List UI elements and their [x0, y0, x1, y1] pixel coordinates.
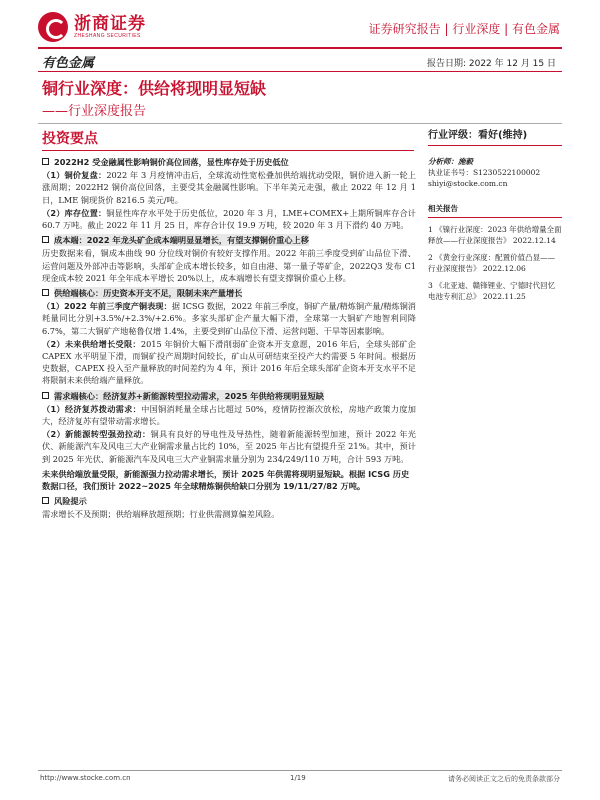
- paragraph-lead: （2）库存位置：: [42, 207, 107, 218]
- section-divider: [42, 150, 414, 151]
- bullet-lead: 需求端核心：: [54, 390, 104, 401]
- body-paragraph: [42, 169, 416, 206]
- checkbox-bullet-icon: [42, 392, 49, 399]
- bullet-heading-text: 2022 年龙头矿企成本端明显显增长，有望支撑铜价重心上移: [86, 235, 309, 246]
- bullet-heading-text: 2022H2 受金融属性影响铜价高位回落，显性库存处于历史低位: [54, 157, 289, 167]
- title-divider: [38, 71, 562, 72]
- analyst-name: 分析师：施毅: [428, 157, 473, 166]
- bullet-heading: [42, 234, 416, 246]
- report-subtitle: ——行业深度报告: [42, 104, 147, 119]
- bullet-heading: [42, 156, 416, 168]
- bullet-heading: [42, 495, 416, 507]
- license-number: 执业证书号：S1230522100002: [428, 168, 541, 177]
- section-heading: 投资要点: [42, 131, 98, 147]
- report-title: 铜行业深度：供给将现明显短缺: [42, 79, 267, 98]
- related-reports-list: [428, 224, 562, 302]
- related-report-item[interactable]: 1 《镍行业深度：2023 年供给增量全面释放——行业深度报告》 2022.12.14: [428, 225, 562, 245]
- paragraph-lead: （1）铜价复盘：: [42, 170, 107, 181]
- paragraph-text: 2022 年 3 月疫情冲击后，全球流动性宽松叠加供给端扰动受限，铜价进入新一轮上涨周期；2022H2 铜价高位回落，主要受其金融属性影响。下半年美元走强，截止 2022 年 12 月 1 日，LME 铜现货价 8216.5 美元/吨。: [42, 170, 417, 205]
- checkbox-bullet-icon: [42, 497, 49, 504]
- industry-rating: 行业评级：看好(维持): [428, 130, 562, 146]
- logo-english-name: ZHESHANG SECURITIES: [74, 33, 141, 39]
- conclusion-paragraph: 未来供给端放量受限，新能源强力拉动需求增长，预计 2025 年供需将现明显短缺。根据 ICSG 历史数据口径，我们预计 2022~2025 年全球精炼铜供给缺口分别为 19/11/27/82 万吨。: [42, 468, 410, 492]
- header-divider: [38, 47, 562, 49]
- bullet-lead: 供给端核心：: [54, 288, 104, 299]
- page-number: 1/19: [290, 774, 306, 782]
- paragraph-lead: （2）新能源转型强劲拉动：: [42, 429, 151, 440]
- bullet-heading: [42, 390, 416, 402]
- checkbox-bullet-icon: [42, 289, 49, 296]
- logo-chinese-name: 浙商证券: [74, 14, 146, 34]
- paragraph-lead: （1）经济复苏拨动需求：: [42, 403, 142, 414]
- paragraph-lead: （1）2022 年前三季度产铜表现：: [42, 301, 172, 312]
- analyst-email[interactable]: shiyi@stocke.com.cn: [428, 179, 508, 188]
- paragraph-text: 2015 年铜价大幅下滑削弱矿企资本开支意愿，2016 年后，全球头部矿企 CAPEX 水平明显下滑，而铜矿投产周期时间较长，矿山从可研结束至投产大约需要 5 年时间。根据历史数据，CAPEX 投入至产量释放的时间差约为 4 年，预计 2016 年后全球头部矿企资本开支水平不足将限制未来供给端产量释放。: [42, 338, 416, 386]
- subtitle-divider: [38, 123, 562, 124]
- main-content: [42, 153, 416, 521]
- body-paragraph: [42, 207, 416, 231]
- bullet-lead: 成本端：: [54, 235, 87, 246]
- paragraph-text: 据 ICSG 数据，2022 年前三季度，铜矿产量/精炼铜产量/精炼铜消耗量同比分别+3.5%/+2.3%/+2.6%。多家头部矿企产量大幅下滑，全球第一大铜矿产地智利同降 6.7%，第二大铜矿产地秘鲁仅增 1.4%，主要受到矿山品位下滑、运营问题、干旱等因素影响。: [42, 301, 416, 336]
- checkbox-bullet-icon: [42, 236, 49, 243]
- company-logo: [38, 12, 146, 42]
- paragraph-text: 铜显性库存水平处于历史低位，2020 年 3 月，LME+COMEX+上期所铜库存合计 60.7 万吨。截止 2022 年 11 月 25 日，库存合计仅 19.9 万吨，较 2020 年 3 月下滑约 40 万吨。: [42, 207, 416, 231]
- bullet-heading: [42, 287, 416, 299]
- related-report-item[interactable]: 3 《北亚迪、赣锋锂业、宁德时代回忆电池专利汇总》 2022.11.25: [428, 281, 556, 301]
- body-paragraph: [42, 300, 416, 337]
- bullet-heading-text: 历史资本开支不足，限制未来产量增长: [103, 288, 243, 299]
- logo-icon: [38, 12, 68, 42]
- paragraph-text: 历史数据来看，铜成本曲线 90 分位线对铜价有较好支撑作用。2022 年前三季度受到矿山品位下滑、运营问题及外部冲击等影响，头部矿企成本增长较多，如自由港、第一量子等矿企，2022Q3 发布 C1 现金成本较 2021 年全年成本平增长 20%以上，成本端增长有望支撑铜价重心上移。: [42, 248, 416, 283]
- related-report-item[interactable]: 2 《黄金行业深度：配置价值凸显——行业深度报告》 2022.12.06: [428, 253, 556, 273]
- paragraph-lead: （2）未来供给增长受限：: [42, 338, 141, 349]
- body-paragraph: [42, 247, 416, 284]
- paragraph-text: 需求增长不及预期；供给端释放超预期；行业供需测算偏差风险。: [42, 509, 280, 520]
- report-date: 报告日期: 2022 年 12 月 15 日: [426, 59, 556, 69]
- bullet-heading-text: 经济复苏+新能源转型拉动需求，2025 年供给将现明显短缺: [103, 390, 324, 401]
- footer-disclaimer: 请务必阅读正文之后的免责条款部分: [448, 775, 560, 783]
- body-paragraph: [42, 338, 416, 387]
- paragraph-text: 中国铜消耗量全球占比超过 50%，疫情防控渐次放松，房地产政策力度加大，经济复苏有望带动需求增长。: [42, 403, 416, 427]
- bullet-heading-text: 风险提示: [54, 496, 87, 507]
- footer-divider: [38, 770, 562, 771]
- industry-label: 有色金属: [42, 56, 95, 71]
- body-paragraph: [42, 428, 416, 465]
- body-paragraph: [42, 403, 416, 427]
- checkbox-bullet-icon: [42, 158, 49, 165]
- footer-url[interactable]: http://www.stocke.com.cn: [40, 774, 131, 782]
- paragraph-text: 铜具有良好的导电性及导热性，随着新能源转型加速，预计 2022 年光伏、新能源汽车及风电三大产业铜需求量占比约 10%，至 2025 年占比有望提升至 21%。其中，预计到 2025 年光伏、新能源汽车及风电三大产业铜需求量分别为 234/249/110 万吨，合计 593 万吨。: [42, 429, 416, 464]
- body-paragraph: [42, 508, 416, 520]
- sidebar: [428, 130, 562, 302]
- header-tags: 证券研究报告 | 行业深度 | 有色金属: [368, 22, 560, 36]
- related-reports-heading: 相关报告: [428, 203, 562, 218]
